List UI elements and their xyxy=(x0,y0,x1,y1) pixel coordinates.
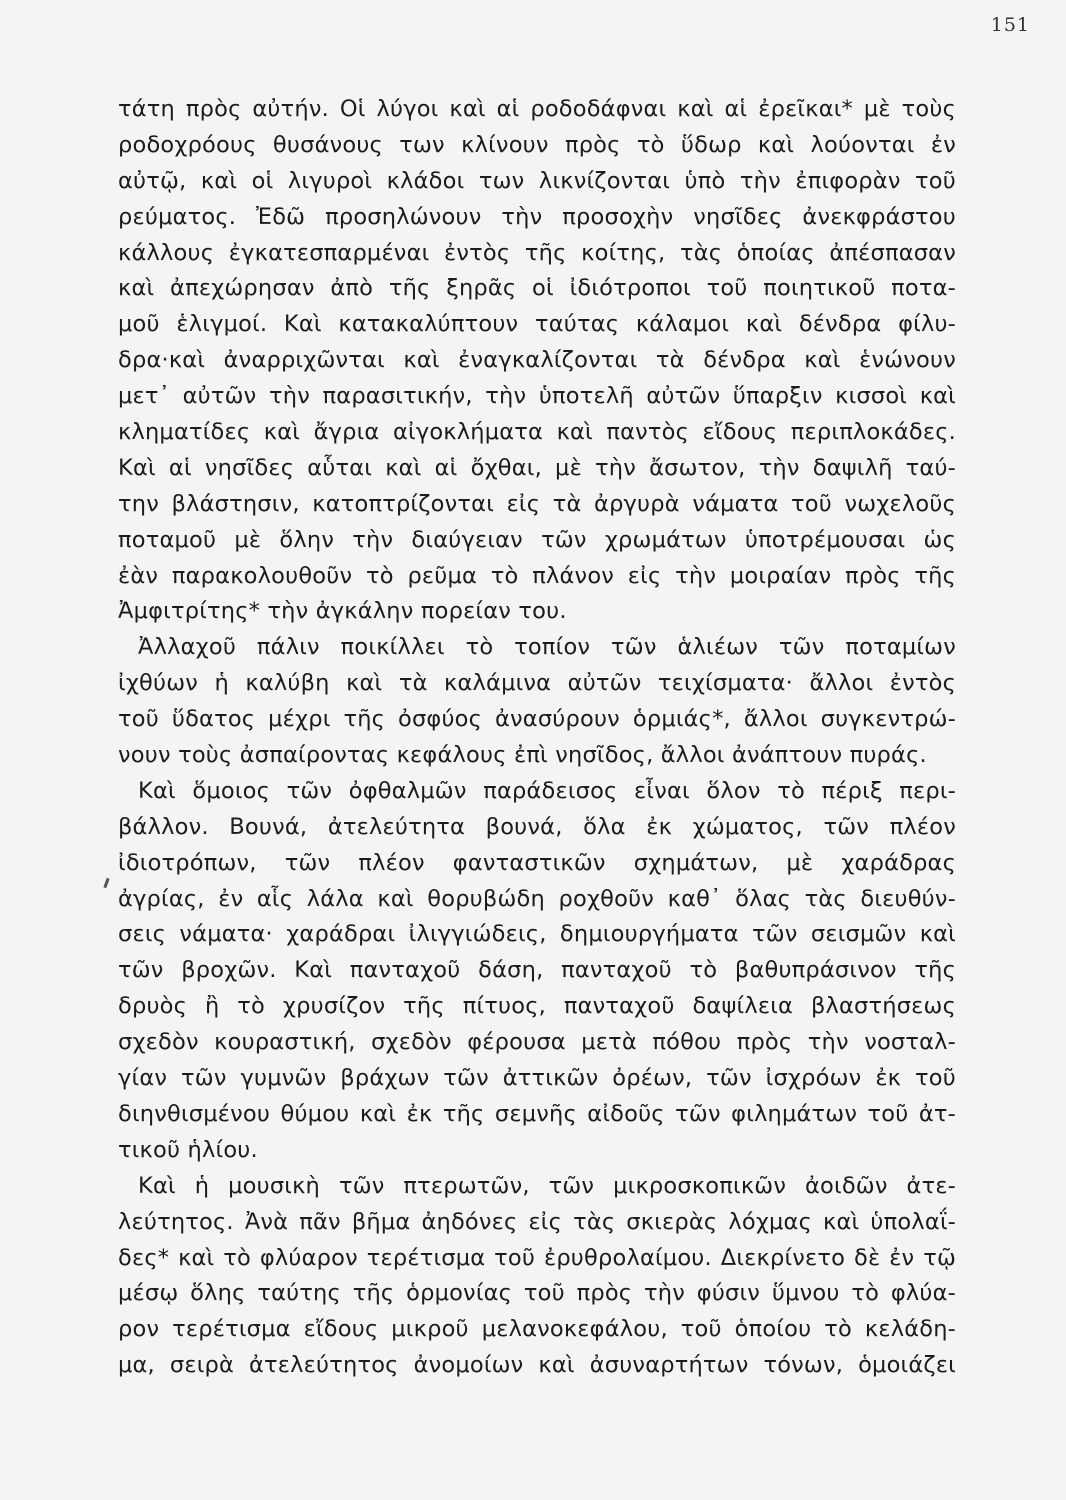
body-text xyxy=(118,92,956,1384)
text-line: ροδοχρόους θυσάνους των κλίνουν πρὸς τὸ ὕδωρ καὶ λούονται ἐν xyxy=(118,131,956,158)
text-line: Ἀλλαχοῦ πάλιν ποικίλλει τὸ τοπίον τῶν ἁλιέων τῶν ποταμίων xyxy=(138,634,956,661)
margin-mark xyxy=(103,878,109,888)
text-line: κάλλους ἐγκατεσπαρμέναι ἐντὸς τῆς κοίτης, τὰς ὁποίας ἀπέσπασαν xyxy=(118,239,956,266)
text-line: διηνθισμένου θύμου καὶ ἐκ τῆς σεμνῆς αἰδοῦς τῶν φιλημάτων τοῦ ἀτ- xyxy=(118,1100,956,1127)
text-line: μετ᾽ αὐτῶν τὴν παρασιτικήν, τὴν ὑποτελῆ αὐτῶν ὕπαρξιν κισσοὶ καὶ xyxy=(118,383,956,410)
text-line: ἰδιοτρόπων, τῶν πλέον φανταστικῶν σχημάτων, μὲ χαράδρας xyxy=(118,849,956,876)
text-line: μέσῳ ὅλης ταύτης τῆς ὁρμονίας τοῦ πρὸς τὴν φύσιν ὕμνου τὸ φλύα- xyxy=(118,1280,956,1307)
text-line: ἐὰν παρακολουθοῦν τὸ ρεῦμα τὸ πλάνον εἰς τὴν μοιραίαν πρὸς τῆς xyxy=(118,562,956,589)
text-line: δες* καὶ τὸ φλύαρον τερέτισμα τοῦ ἐρυθρολαίμου. Διεκρίνετο δὲ ἐν τῷ xyxy=(118,1244,956,1271)
text-line: την βλάστησιν, κατοπτρίζονται εἰς τὰ ἀργυρὰ νάματα τοῦ νωχελοῦς xyxy=(118,490,956,517)
text-line: Ἀμφιτρίτης* τὴν ἀγκάλην πορείαν του. xyxy=(118,598,567,625)
text-line: σεις νάματα· χαράδραι ἰλιγγιώδεις, δημιουργήματα τῶν σεισμῶν καὶ xyxy=(118,921,956,948)
text-line: τοῦ ὕδατος μέχρι τῆς ὀσφύος ἀνασύρουν ὁρμιάς*, ἄλλοι συγκεντρώ- xyxy=(118,706,956,733)
text-line: ἰχθύων ἡ καλύβη καὶ τὰ καλάμινα αὐτῶν τειχίσματα· ἄλλοι ἐντὸς xyxy=(118,670,956,697)
text-line: Καὶ ὅμοιος τῶν ὀφθαλμῶν παράδεισος εἶναι ὅλον τὸ πέριξ περι- xyxy=(138,777,956,804)
text-line: Καὶ ἡ μουσικὴ τῶν πτερωτῶν, τῶν μικροσκοπικῶν ἀοιδῶν ἀτε- xyxy=(138,1172,956,1199)
text-line: σχεδὸν κουραστική, σχεδὸν φέρουσα μετὰ πόθου πρὸς τὴν νοσταλ- xyxy=(118,1029,956,1056)
text-line: δρυὸς ἢ τὸ χρυσίζον τῆς πίτυος, πανταχοῦ δαψίλεια βλαστήσεως xyxy=(118,993,956,1020)
text-line: τάτη πρὸς αὐτήν. Οἱ λύγοι καὶ αἱ ροδοδάφναι καὶ αἱ ἐρεῖκαι* μὲ τοὺς xyxy=(118,96,956,122)
text-line: γίαν τῶν γυμνῶν βράχων τῶν ἀττικῶν ὀρέων, τῶν ἰσχρόων ἐκ τοῦ xyxy=(118,1065,956,1092)
text-line: κληματίδες καὶ ἄγρια αἰγοκλήματα καὶ παντὸς εἴδους περιπλοκάδες. xyxy=(118,419,956,446)
text-line: αὐτῷ, καὶ οἱ λιγυροὶ κλάδοι των λικνίζονται ὑπὸ τὴν ἐπιφορὰν τοῦ xyxy=(118,167,956,194)
text-line: τικοῦ ἡλίου. xyxy=(118,1136,258,1163)
text-line: βάλλον. Βουνά, ἀτελεύτητα βουνά, ὅλα ἐκ χώματος, τῶν πλέον xyxy=(118,813,956,840)
text-line: ποταμοῦ μὲ ὅλην τὴν διαύγειαν τῶν χρωμάτων ὑποτρέμουσαι ὡς xyxy=(118,526,956,553)
text-line: μοῦ ἑλιγμοί. Καὶ κατακαλύπτουν ταύτας κάλαμοι καὶ δένδρα φίλυ- xyxy=(118,311,956,338)
text-line: ρεύματος. Ἐδῶ προσηλώνουν τὴν προσοχὴν νησῖδες ἀνεκφράστου xyxy=(118,203,956,230)
text-line: ἀγρίας, ἐν αἷς λάλα καὶ θορυβώδη ροχθοῦν καθ᾽ ὅλας τὰς διευθύν- xyxy=(118,885,956,912)
text-line: λεύτητος. Ἀνὰ πᾶν βῆμα ἀηδόνες εἰς τὰς σκιερὰς λόχμας καὶ ὑπολαΐ- xyxy=(118,1208,956,1235)
page-number: 151 xyxy=(990,14,1030,36)
text-line: καὶ ἀπεχώρησαν ἀπὸ τῆς ξηρᾶς οἱ ἰδιότροποι τοῦ ποιητικοῦ ποτα- xyxy=(118,275,956,302)
text-line: μα, σειρὰ ἀτελεύτητος ἀνομοίων καὶ ἀσυναρτήτων τόνων, ὁμοιάζει xyxy=(118,1352,956,1379)
text-line: νουν τοὺς ἀσπαίροντας κεφάλους ἐπὶ νησῖδος, ἄλλοι ἀνάπτουν πυράς. xyxy=(118,742,927,769)
text-line: τῶν βροχῶν. Καὶ πανταχοῦ δάση, πανταχοῦ τὸ βαθυπράσινον τῆς xyxy=(118,957,956,984)
text-line: ρον τερέτισμα εἴδους μικροῦ μελανοκεφάλου, τοῦ ὁποίου τὸ κελάδη- xyxy=(118,1316,956,1343)
text-line: δρα·καὶ ἀναρριχῶνται καὶ ἐναγκαλίζονται τὰ δένδρα καὶ ἑνώνουν xyxy=(118,347,956,374)
text-line: Καὶ αἱ νησῖδες αὗται καὶ αἱ ὄχθαι, μὲ τὴν ἄσωτον, τὴν δαψιλῆ ταύ- xyxy=(118,454,956,481)
